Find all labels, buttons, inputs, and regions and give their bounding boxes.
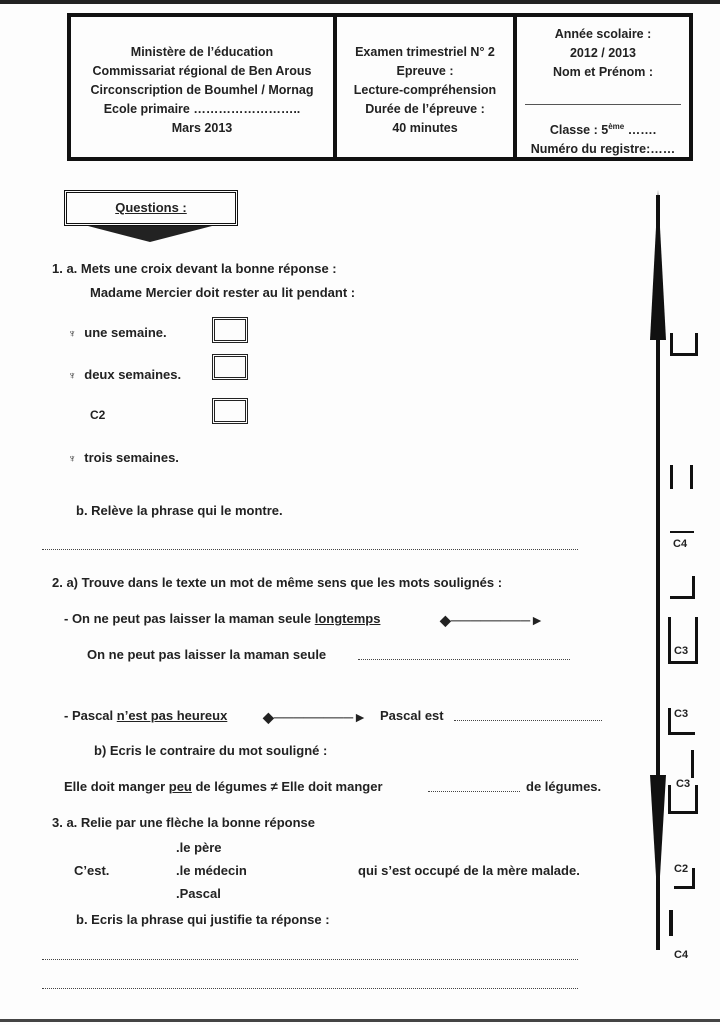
q1b-answer-line[interactable] [42, 549, 578, 550]
duration: 40 minutes [392, 121, 458, 135]
q2-contrary-end: de légumes. [526, 779, 602, 794]
score-bracket [691, 750, 694, 778]
option-2: ♆ deux semaines. [68, 367, 182, 382]
name-label: Nom et Prénom : [552, 65, 653, 79]
bullet-icon: ♆ [68, 370, 77, 382]
header-institution [71, 17, 337, 157]
score-bracket [670, 576, 695, 599]
double-arrow-icon: ◆────────► [440, 612, 544, 628]
q2-answer-1-line[interactable] [358, 659, 570, 660]
score-bar [670, 531, 694, 533]
q3b-answer-line-2[interactable] [42, 988, 578, 989]
q3b-instruction: b. Ecris la phrase qui justifie ta réponse : [76, 912, 330, 927]
year-label: Année scolaire : [554, 27, 652, 41]
school: Ecole primaire …………………….. [103, 102, 301, 116]
bullet-icon: ♆ [68, 453, 77, 465]
choice-medecin[interactable]: .le médecin [176, 863, 247, 878]
q3-rest: qui s’est occupé de la mère malade. [358, 863, 580, 878]
arrow-down-icon [88, 226, 212, 242]
bottom-border [0, 1019, 720, 1022]
header-student [517, 17, 689, 157]
name-field[interactable] [525, 104, 681, 105]
q2a-instruction: 2. a) Trouve dans le texte un mot de même sens que les mots soulignés : [52, 575, 503, 590]
double-arrow-icon: ◆────────► [263, 709, 367, 725]
checkbox-option-3[interactable] [212, 398, 248, 424]
q2-sentence-1: - On ne peut pas laisser la maman seule longtemps [64, 611, 381, 626]
option-1: ♆ une semaine. [68, 325, 167, 340]
questions-heading: Questions : [64, 190, 238, 226]
score-bracket [670, 465, 673, 489]
epreuve: Lecture-compréhension [353, 83, 497, 97]
ministry: Ministère de l’éducation [130, 45, 274, 59]
criterion-c3: C3 [674, 645, 689, 657]
year: 2012 / 2013 [569, 46, 637, 60]
class-field: Classe : 5ème ……. [549, 122, 657, 138]
option-3: ♆ trois semaines. [68, 450, 179, 465]
q2-answer-2-prefix: Pascal est [380, 708, 444, 723]
checkbox-option-1[interactable] [212, 317, 248, 343]
criterion-c2: C2 [90, 408, 106, 422]
q1b-instruction: b. Relève la phrase qui le montre. [76, 503, 283, 518]
q2-contrary-sentence: Elle doit manger peu de légumes ≠ Elle doit manger [64, 779, 383, 794]
choice-pascal[interactable]: .Pascal [176, 886, 221, 901]
choice-pere[interactable]: .le père [176, 840, 222, 855]
checkbox-option-2[interactable] [212, 354, 248, 380]
header-box [67, 13, 693, 161]
q3a-instruction: 3. a. Relie par une flèche la bonne réponse [52, 815, 315, 830]
circonscription: Circonscription de Boumhel / Mornag [90, 83, 314, 97]
q3-cest: C’est. [74, 863, 110, 878]
q1a-instruction: 1. a. Mets une croix devant la bonne réponse : [52, 261, 337, 276]
score-bracket [670, 333, 698, 356]
commissariat: Commissariat régional de Ben Arous [92, 64, 312, 78]
criterion-c3: C3 [676, 778, 691, 790]
q2-answer-1-prefix: On ne peut pas laisser la maman seule [87, 647, 327, 662]
q2-sentence-2: - Pascal n’est pas heureux [64, 708, 228, 723]
q1-prompt: Madame Mercier doit rester au lit pendant : [90, 285, 356, 300]
duration-label: Durée de l’épreuve : [365, 102, 485, 116]
exam-title: Examen trimestriel N° 2 [355, 45, 495, 59]
header-exam [337, 17, 517, 157]
criterion-c4: C4 [674, 949, 689, 961]
criterion-c4: C4 [673, 538, 688, 550]
q2b-instruction: b) Ecris le contraire du mot souligné : [94, 743, 328, 758]
epreuve-label: Epreuve : [396, 64, 454, 78]
q2-answer-2-line[interactable] [454, 720, 602, 721]
bullet-icon: ♆ [68, 328, 77, 340]
arrow-up-icon [650, 190, 666, 340]
q3b-answer-line-1[interactable] [42, 959, 578, 960]
criterion-c3: C3 [674, 708, 689, 720]
date: Mars 2013 [171, 121, 233, 135]
score-bracket [669, 910, 673, 936]
top-border [0, 0, 720, 4]
criterion-c2: C2 [674, 863, 689, 875]
score-bracket [690, 465, 693, 489]
arrow-down-icon [650, 775, 666, 910]
register-field: Numéro du registre:…… [530, 142, 676, 157]
q2-contrary-line[interactable] [428, 791, 520, 792]
